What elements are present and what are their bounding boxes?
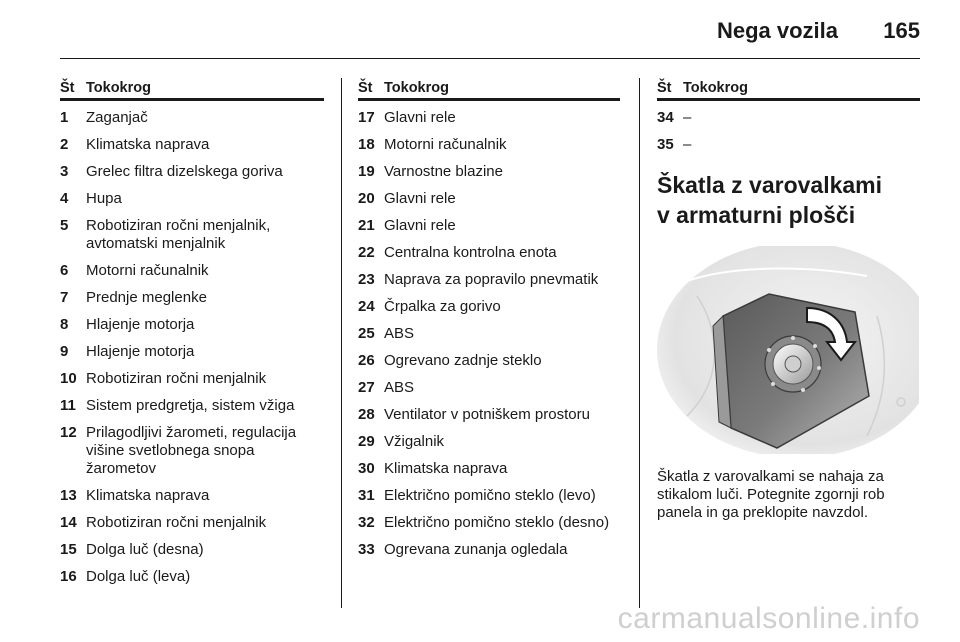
table-row <box>60 217 324 253</box>
header-label: Tokokrog <box>86 80 151 96</box>
table-row <box>358 541 620 559</box>
fuse-number: 10 <box>60 370 77 387</box>
fuse-number: 29 <box>358 433 375 450</box>
column-divider <box>341 78 342 608</box>
table-row <box>60 568 324 586</box>
circuit-name: Klimatska naprava <box>86 487 210 504</box>
fuse-number: 9 <box>60 343 69 360</box>
table-row <box>358 514 620 532</box>
table-row <box>60 343 324 361</box>
fuse-number: 31 <box>358 487 375 504</box>
fuse-number: 2 <box>60 136 69 153</box>
table-row <box>358 298 620 316</box>
circuit-name: Hlajenje motorja <box>86 343 195 360</box>
table-row <box>358 460 620 478</box>
circuit-name: Motorni računalnik <box>384 136 507 153</box>
table-row <box>60 370 324 388</box>
circuit-name: Sistem predgretja, sistem vžiga <box>86 397 295 414</box>
circuit-name: Glavni rele <box>384 217 456 234</box>
circuit-name: Grelec filtra dizelskega goriva <box>86 163 283 180</box>
circuit-name: Motorni računalnik <box>86 262 209 279</box>
fuse-number: 19 <box>358 163 375 180</box>
table-header <box>657 78 920 101</box>
fuse-number: 17 <box>358 109 375 126</box>
fuse-number: 4 <box>60 190 69 207</box>
fuse-number: 33 <box>358 541 375 558</box>
circuit-name: Glavni rele <box>384 190 456 207</box>
table-row <box>60 424 324 478</box>
fuse-number: 24 <box>358 298 375 315</box>
circuit-name: Hupa <box>86 190 122 207</box>
fuse-number: 18 <box>358 136 375 153</box>
table-row <box>358 136 620 154</box>
page-title: Nega vozila <box>716 18 838 43</box>
fuse-table-3 <box>657 78 920 522</box>
fuse-number: 35 <box>657 136 674 153</box>
fuse-number: 22 <box>358 244 375 261</box>
circuit-name: Klimatska naprava <box>86 136 210 153</box>
column-divider <box>639 78 640 608</box>
header-num: Št <box>60 80 75 96</box>
circuit-name: Zaganjač <box>86 109 148 126</box>
page-header <box>60 0 920 58</box>
circuit-name: Prilagodljivi žarometi, regulacija višine svetlobnega snopa žarometov <box>86 424 297 477</box>
circuit-name: Naprava za popravilo pnevmatik <box>384 271 599 288</box>
fuse-number: 23 <box>358 271 375 288</box>
header-label: Tokokrog <box>384 80 449 96</box>
table-row <box>358 406 620 424</box>
table-row <box>657 109 920 127</box>
table-row <box>358 244 620 262</box>
header-num: Št <box>358 80 373 96</box>
table-row <box>358 109 620 127</box>
fuse-number: 1 <box>60 109 69 126</box>
table-row <box>60 289 324 307</box>
table-row <box>60 316 324 334</box>
table-header <box>358 78 620 101</box>
table-row <box>358 163 620 181</box>
circuit-name: Ogrevana zunanja ogledala <box>384 541 568 558</box>
fuse-number: 15 <box>60 541 77 558</box>
circuit-name: Električno pomično steklo (levo) <box>384 487 596 504</box>
circuit-name: Glavni rele <box>384 109 456 126</box>
fuse-number: 12 <box>60 424 77 441</box>
section-title-line2: v armaturni plošči <box>657 202 856 228</box>
table-row <box>358 217 620 235</box>
fuse-number: 30 <box>358 460 375 477</box>
circuit-name: Električno pomično steklo (desno) <box>384 514 610 531</box>
table-row <box>60 514 324 532</box>
circuit-name: Črpalka za gorivo <box>384 298 501 315</box>
circuit-name: Klimatska naprava <box>384 460 508 477</box>
fuse-table-2 <box>358 78 620 568</box>
fuse-number: 25 <box>358 325 375 342</box>
dashboard-panel-drawing <box>657 246 919 454</box>
fuse-number: 5 <box>60 217 69 234</box>
fuse-box-illustration <box>657 246 919 454</box>
fuse-number: 13 <box>60 487 77 504</box>
fuse-number: 16 <box>60 568 77 585</box>
table-row <box>60 541 324 559</box>
fuse-number: 27 <box>358 379 375 396</box>
fuse-number: 28 <box>358 406 375 423</box>
circuit-name: Dolga luč (desna) <box>86 541 204 558</box>
table-row <box>358 190 620 208</box>
fuse-number: 14 <box>60 514 77 531</box>
fuse-number: 21 <box>358 217 375 234</box>
table-row <box>60 109 324 127</box>
table-row <box>60 262 324 280</box>
circuit-name: ABS <box>384 379 415 396</box>
fuse-table-1 <box>60 78 324 595</box>
circuit-name: Ventilator v potniškem prostoru <box>384 406 590 423</box>
circuit-name: Ogrevano zadnje steklo <box>384 352 542 369</box>
fuse-number: 6 <box>60 262 69 279</box>
section-title <box>657 170 920 230</box>
fuse-number: 3 <box>60 163 69 180</box>
fuse-number: 34 <box>657 109 674 126</box>
table-row <box>358 487 620 505</box>
section-title-line1: Škatla z varovalkami <box>657 172 883 198</box>
table-row <box>358 325 620 343</box>
table-row <box>657 136 920 154</box>
circuit-name: Robotiziran ročni menjalnik <box>86 370 267 387</box>
header-num: Št <box>657 80 672 96</box>
table-row <box>60 136 324 154</box>
table-row <box>358 271 620 289</box>
table-row <box>358 352 620 370</box>
circuit-name: Centralna kontrolna enota <box>384 244 557 261</box>
table-row <box>60 487 324 505</box>
circuit-name: Dolga luč (leva) <box>86 568 191 585</box>
circuit-name: Robotiziran ročni menjalnik, avtomatski menjalnik <box>86 217 271 252</box>
circuit-name: Robotiziran ročni menjalnik <box>86 514 267 531</box>
table-row <box>60 163 324 181</box>
fuse-number: 11 <box>60 397 76 414</box>
circuit-name: Prednje meglenke <box>86 289 207 306</box>
fuse-number: 32 <box>358 514 375 531</box>
table-row <box>60 190 324 208</box>
table-row <box>60 397 324 415</box>
circuit-name: – <box>683 109 692 126</box>
fuse-number: 26 <box>358 352 375 369</box>
table-row <box>358 379 620 397</box>
header-rule <box>60 58 920 59</box>
fuse-number: 7 <box>60 289 69 306</box>
table-header <box>60 78 324 101</box>
circuit-name: Vžigalnik <box>384 433 445 450</box>
circuit-name: Hlajenje motorja <box>86 316 195 333</box>
circuit-name: – <box>683 136 692 153</box>
circuit-name: ABS <box>384 325 415 342</box>
fuse-number: 20 <box>358 190 375 207</box>
fuse-number: 8 <box>60 316 69 333</box>
header-label: Tokokrog <box>683 80 748 96</box>
circuit-name: Varnostne blazine <box>384 163 503 180</box>
page-number: 165 <box>883 18 920 43</box>
table-row <box>358 433 620 451</box>
description-paragraph: Škatla z varovalkami se nahaja za stikalom luči. Potegnite zgornji rob panela in ga preklopite navzdol. <box>657 468 885 521</box>
watermark: carmanualsonline.info <box>617 602 920 635</box>
